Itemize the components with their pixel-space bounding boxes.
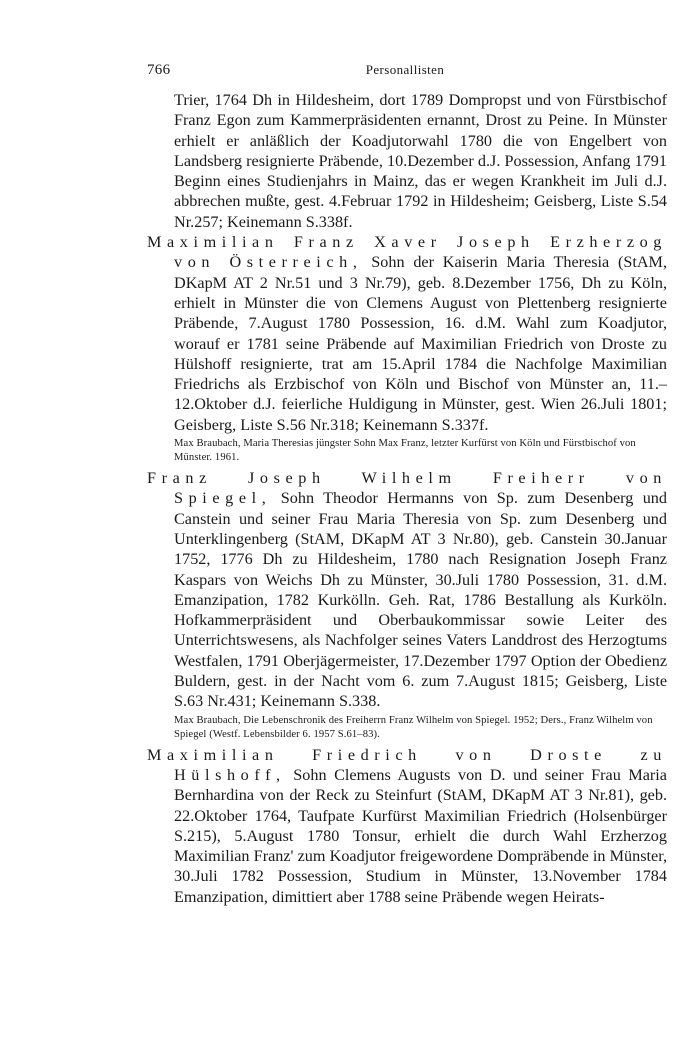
entry-text: Sohn Theodor Hermanns von Sp. zum Desenberg und Canstein und seiner Frau Maria Theresia von Sp. zum Desenberg und Unterklingenberg (StAM, DKapM AT 3 Nr.80), geb. Canstein 30.Januar 1752, 1776 Dh zu Hildesheim, 1780 nach Resignation Joseph Franz Kaspars von Weichs Dh zu Münster, 30.Juli 1780 Possession, 31. d.M. Emanzipation, 1782 Kurkölln. Geh. Rat, 1786 Bestallung als Kurköln. Hofkammerpräsident und Oberbaukommissar sowie Leiter des Unterrichtswesens, als Nachfolger seines Vaters Landdrost des Herzogtums Westfalen, 1791 Oberjägermeister, 17.Dezember 1797 Option der Obedienz Buldern, gest. in der Nacht vom 6. zum 7.August 1815; Geisberg, Liste S.63 Nr.431; Keinemann S.338. [174, 489, 667, 711]
page-number: 766 [147, 62, 171, 78]
running-head: Personallisten [365, 62, 445, 77]
entry-text: Sohn der Kaiserin Maria Theresia (StAM, DKapM AT 2 Nr.51 und 3 Nr.79), geb. 8.Dezember 1756, Dh zu Köln, erhielt in Münster die von Clemens August von Plettenberg resignierte Präbende, 7.August 1780 Possession, 16. d.M. Wahl zum Koadjutor, worauf er 1781 seine Präbende auf Maximilian Friedrich von Droste zu Hülshoff resignierte, trat am 15.April 1784 die Nachfolge Maximilian Friedrichs als Erzbischof von Köln und Bischof von Münster an, 11.–12.Oktober d.J. feierliche Huldigung in Münster, gest. Wien 26.Juli 1801; Geisberg, Liste S.56 Nr.318; Keinemann S.337f. [174, 253, 667, 434]
entry-name: Maximilian Franz Xaver Joseph Erzherzog von Österreich, [147, 233, 667, 272]
entry-franz-joseph-spiegel [147, 468, 667, 712]
entry-maximilian-droste [147, 745, 667, 907]
entry-name: Maximilian Friedrich von Droste zu Hülshoff, [147, 745, 667, 784]
entry-name: Franz Joseph Wilhelm Freiherr von Spiegel, [147, 469, 667, 508]
entry-text: Sohn Clemens Augusts von D. und seiner Frau Maria Bernhardina von der Reck zu Steinfurt (StAM, DKapM AT 3 Nr.81), geb. 22.Oktober 1764, Taufpate Kurfürst Maximilian Friedrich (Holsenbürger S.215), 5.August 1780 Tonsur, erhielt die durch Wahl Erzherzog Maximilian Franz' zum Koadjutor freigewordene Dompräbende in Münster, 30.Juli 1782 Possession, Studium in Münster, 13.November 1784 Emanzipation, dimittiert aber 1788 seine Präbende wegen Heirats- [174, 765, 667, 906]
bibliography-note: Max Braubach, Maria Theresias jüngster Sohn Max Franz, letzter Kurfürst von Köln und Fürstbischof von Münster. 1961. [174, 438, 636, 464]
body-text [147, 90, 667, 907]
entry-maximilian-franz [147, 232, 667, 435]
entry-continued [147, 90, 667, 232]
entry-text: Trier, 1764 Dh in Hildesheim, dort 1789 Dompropst und von Fürstbischof Franz Egon zum Kammerpräsidenten ernannt, Drost zu Peine. In Münster erhielt er anläßlich der Koadjutorwahl 1780 die von Engelbert von Landsberg resignierte Präbende, 10.Dezember d.J. Possession, Anfang 1791 Beginn eines Studienjahrs in Mainz, das er wegen Krankheit im Juli d.J. abbrechen mußte, gest. 4.Februar 1792 in Hildesheim; Geisberg, Liste S.54 Nr.257; Keinemann S.338f. [174, 91, 667, 231]
bibliography-note: Max Braubach, Die Lebenschronik des Freiherrn Franz Wilhelm von Spiegel. 1952; Ders., Franz Wilhelm von Spiegel (Westf. Lebensbilder 6. 1957 S.61–83). [174, 714, 653, 740]
